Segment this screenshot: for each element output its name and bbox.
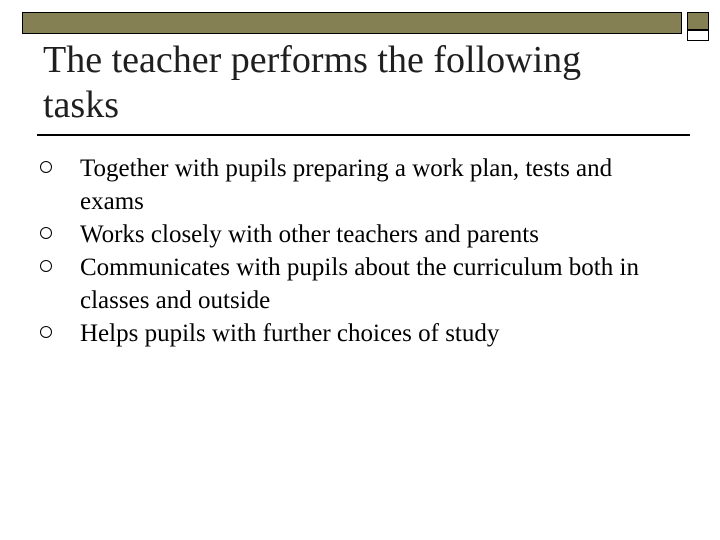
bullet-item [40, 251, 680, 317]
decorative-corner-square-top [687, 12, 709, 30]
bullet-text: Helps pupils with further choices of study [80, 320, 500, 347]
hollow-circle-icon [40, 326, 52, 338]
slide-title: The teacher performs the following tasks [43, 39, 582, 126]
decorative-corner-square-bottom [687, 30, 709, 41]
bullet-text: Communicates with pupils about the curriculum both in classes and outside [80, 254, 639, 314]
bullet-list [40, 152, 680, 350]
title-divider [37, 134, 690, 136]
decorative-corner-boxes [687, 12, 709, 41]
hollow-circle-icon [40, 260, 52, 272]
hollow-circle-icon [40, 227, 52, 239]
bullet-item [40, 317, 680, 350]
bullet-item [40, 218, 680, 251]
hollow-circle-icon [40, 161, 52, 173]
bullet-text: Works closely with other teachers and parents [80, 221, 539, 248]
bullet-item [40, 152, 680, 218]
decorative-top-bar [22, 12, 682, 34]
bullet-text: Together with pupils preparing a work plan, tests and exams [80, 155, 613, 215]
